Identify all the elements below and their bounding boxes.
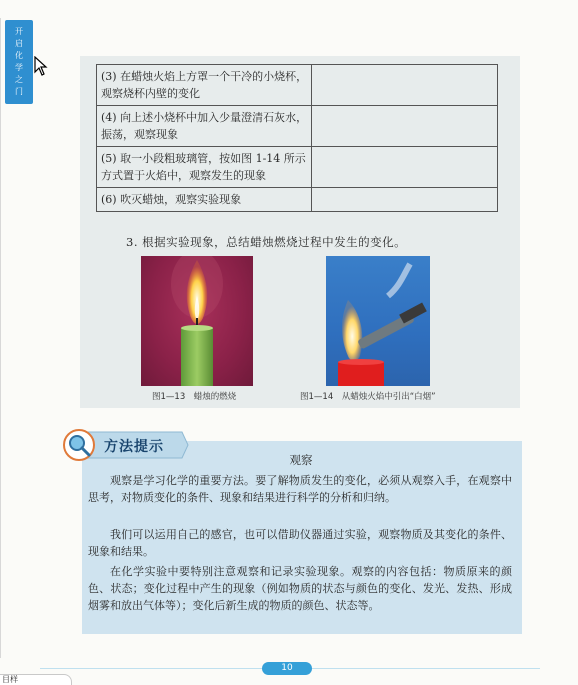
mouse-cursor-icon: [34, 56, 48, 76]
side-tab-char: 开: [15, 27, 23, 36]
observation-cell: [312, 65, 498, 106]
table-row: [97, 147, 498, 188]
side-tab-char: 化: [15, 51, 23, 60]
method-tip-title: 方法提示: [104, 439, 164, 455]
chapter-side-tab: [5, 20, 33, 104]
table-row: [97, 106, 498, 147]
step-cell: (6) 吹灭蜡烛，观察实验现象: [97, 188, 312, 212]
side-tab-char: 启: [15, 39, 23, 48]
page-edge: [0, 18, 1, 658]
step-cell: (5) 取一小段粗玻璃管，按如图 1-14 所示方式置于火焰中，观察发生的现象: [97, 147, 312, 188]
observation-cell: [312, 106, 498, 147]
figure-1-14-caption: 图1—14 从蜡烛火焰中引出“白烟”: [300, 392, 436, 402]
method-paragraph: 我们可以运用自己的感官，也可以借助仪器通过实验，观察物质及其变化的条件、现象和结果。: [88, 528, 512, 558]
candle-burning-photo: [141, 256, 253, 386]
side-tab-char: 门: [15, 87, 23, 96]
step-cell: (3) 在蜡烛火焰上方罩一个干冷的小烧杯，观察烧杯内壁的变化: [97, 65, 312, 106]
side-tab-char: 学: [15, 63, 23, 72]
method-paragraph: 在化学实验中要特别注意观察和记录实验现象。观察的内容包括：物质原来的颜色、状态；变化过程中产生的现象（例如物质的状态与颜色的变化、发光、发热、形成烟雾和放出气体等）；变化后新生成的物质的颜色、状态等。: [88, 565, 512, 612]
method-paragraph: 观察是学习化学的重要方法。要了解物质发生的变化，必须从观察入手，在观察中思考，对物质变化的条件、现象和结果进行科学的分析和归纳。: [88, 474, 512, 504]
experiment-table: [96, 64, 498, 212]
table-row: [97, 65, 498, 106]
section-title: 观察: [289, 453, 313, 467]
side-tab-char: 之: [15, 75, 23, 84]
observation-cell: [312, 188, 498, 212]
step-cell: (4) 向上述小烧杯中加入少量澄清石灰水，振荡，观察现象: [97, 106, 312, 147]
figure-1-13-caption: 图1—13 蜡烛的燃烧: [152, 392, 237, 402]
bottom-edge-label: 目样: [0, 674, 72, 685]
observation-cell: [312, 147, 498, 188]
table-row: [97, 188, 498, 212]
question-3: 3. 根据实验现象，总结蜡烛燃烧过程中发生的变化。: [126, 235, 407, 249]
white-smoke-photo: [326, 256, 430, 386]
page-number: 10: [262, 662, 312, 675]
